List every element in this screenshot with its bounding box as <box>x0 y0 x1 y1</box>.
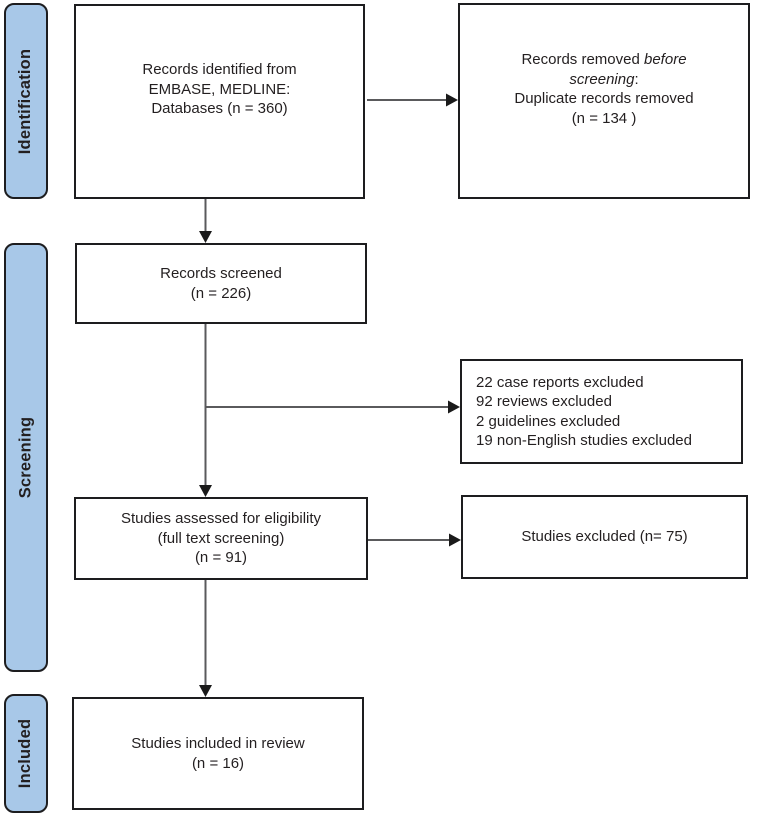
records-removed-text: : <box>634 70 639 88</box>
box-exclusion-reasons-line: 19 non-English studies excluded <box>476 432 692 449</box>
records-removed-italic: screening <box>569 70 635 88</box>
box-studies-excluded-line: Studies excluded (n= 75) <box>521 528 688 546</box>
box-records-screened-line: Records screened <box>160 265 282 282</box>
stage-label-screening: Screening <box>16 416 35 499</box>
arrowhead-assessed-to-excluded <box>449 534 461 547</box>
records-removed-italic: before <box>644 51 687 68</box>
box-exclusion-reasons-line: 92 reviews excluded <box>476 393 612 410</box>
records-removed-text: Records removed <box>521 51 644 68</box>
box-records-identified-line: EMBASE, MEDLINE: <box>148 80 291 98</box>
box-studies-assessed-line: (n = 91) <box>194 549 248 567</box>
arrowhead-identified-to-removed <box>446 94 458 107</box>
arrowhead-screened-to-assessed <box>199 485 212 497</box>
box-records-identified-line: Databases (n = 360) <box>151 100 288 118</box>
box-records-identified-line: Records identified from <box>142 61 297 79</box>
box-studies-assessed-line: Studies assessed for eligibility <box>120 510 322 528</box>
box-records-screened-line: (n = 226) <box>190 284 252 302</box>
arrowhead-assessed-to-included <box>199 685 212 697</box>
arrowhead-identified-to-screened <box>199 231 212 243</box>
box-records-removed-line: Duplicate records removed <box>514 90 694 107</box>
box-studies-included-line: (n = 16) <box>191 754 245 772</box>
stage-label-identification: Identification <box>16 48 35 154</box>
box-exclusion-reasons-line: 22 case reports excluded <box>476 373 644 391</box>
box-exclusion-reasons-line: 2 guidelines excluded <box>476 412 621 430</box>
box-studies-included-line: Studies included in review <box>131 735 305 752</box>
stage-label-included: Included <box>16 718 35 789</box>
box-records-removed-line: (n = 134 ) <box>571 109 637 127</box>
box-studies-assessed-line: (full text screening) <box>157 529 285 547</box>
arrowhead-screened-to-exclusion-reasons <box>448 401 460 414</box>
